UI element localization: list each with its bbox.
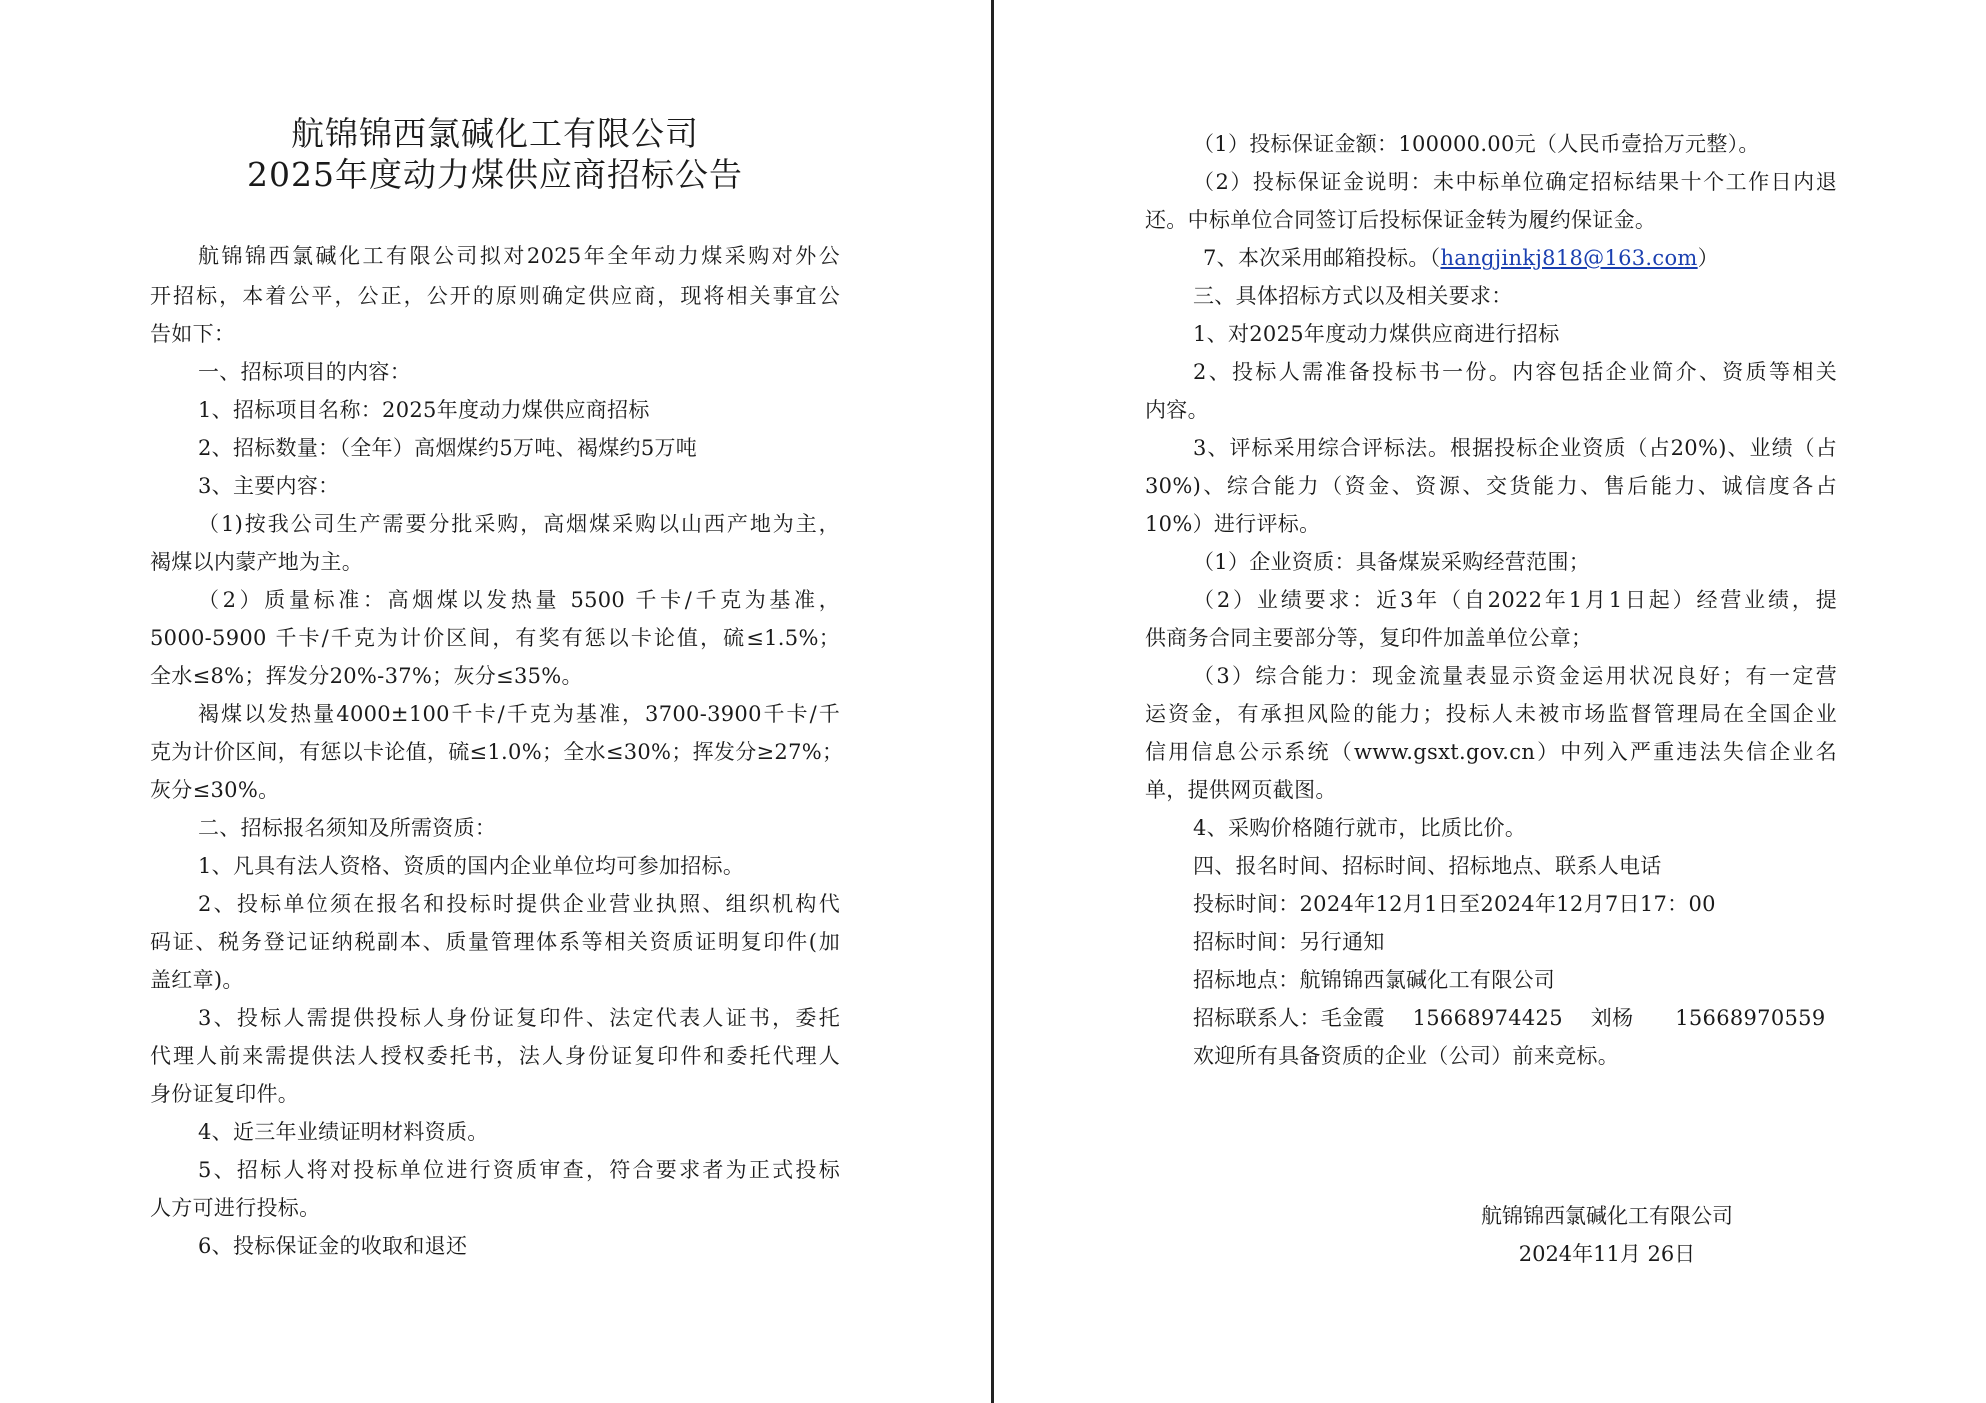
left-line-24: 5、招标人将对投标单位进行资质审查，符合要求者为正式投标	[198, 1158, 840, 1182]
left-line-21: 代理人前来需提供法人授权委托书，法人身份证复印件和委托代理人	[150, 1044, 840, 1068]
right-line-17: 单，提供网页截图。	[1145, 778, 1337, 802]
right-line-8: 3、评标采用综合评标法。根据投标企业资质（占20%)、业绩（占	[1193, 436, 1837, 460]
right-line-16: 信用信息公示系统（www.gsxt.gov.cn）中列入严重违法失信企业名	[1145, 740, 1837, 764]
right-line-0: （1）投标保证金额：100000.00元（人民币壹拾万元整）。	[1193, 132, 1760, 156]
left-line-26: 6、投标保证金的收取和退还	[198, 1234, 468, 1258]
right-line-21: 招标时间：另行通知	[1193, 930, 1385, 954]
signature-date: 2024年11月 26日	[1518, 1242, 1696, 1266]
document-title: 航锦锦西氯碱化工有限公司	[291, 114, 699, 153]
left-line-17: 2、投标单位须在报名和投标时提供企业营业执照、组织机构代	[198, 892, 840, 916]
left-line-22: 身份证复印件。	[150, 1082, 300, 1106]
right-line-14: （3）综合能力：现金流量表显示资金运用状况良好；有一定营	[1193, 664, 1837, 688]
left-line-9: （2）质量标准：高烟煤以发热量 5500 千卡/千克为基准，	[198, 588, 840, 612]
left-line-12: 褐煤以发热量4000±100千卡/千克为基准，3700-3900千卡/千	[198, 702, 840, 726]
right-line-6: 2、投标人需准备投标书一份。内容包括企业简介、资质等相关	[1193, 360, 1837, 384]
right-line-7: 内容。	[1145, 398, 1209, 422]
right-line-15: 运资金，有承担风险的能力；投标人未被市场监督管理局在全国企业	[1145, 702, 1837, 726]
right-line-20: 投标时间：2024年12月1日至2024年12月7日17：00	[1193, 892, 1716, 916]
left-line-16: 1、凡具有法人资格、资质的国内企业单位均可参加招标。	[198, 854, 745, 878]
left-line-3: 一、招标项目的内容：	[198, 360, 411, 384]
signature-company: 航锦锦西氯碱化工有限公司	[1481, 1204, 1733, 1228]
email-link[interactable]: hangjinkj818@163.com	[1440, 246, 1698, 270]
left-line-5: 2、招标数量：（全年）高烟煤约5万吨、褐煤约5万吨	[198, 436, 698, 460]
right-line-13: 供商务合同主要部分等，复印件加盖单位公章；	[1145, 626, 1593, 650]
right-line-1: （2）投标保证金说明：未中标单位确定招标结果十个工作日内退	[1193, 170, 1837, 194]
right-line-4: 三、具体招标方式以及相关要求：	[1193, 284, 1513, 308]
left-line-23: 4、近三年业绩证明材料资质。	[198, 1120, 489, 1144]
right-line-11: （1）企业资质：具备煤炭采购经营范围；	[1193, 550, 1591, 574]
left-line-2: 告如下：	[150, 322, 236, 346]
right-line-5: 1、对2025年度动力煤供应商进行招标	[1193, 322, 1560, 346]
right-line-12: （2）业绩要求：近3年（自2022年1月1日起）经营业绩，提	[1193, 588, 1837, 612]
email-suffix: ）	[1697, 246, 1719, 270]
left-line-0: 航锦锦西氯碱化工有限公司拟对2025年全年动力煤采购对外公	[198, 244, 840, 268]
left-line-6: 3、主要内容：	[198, 474, 340, 498]
right-line-3	[1203, 242, 1895, 274]
right-line-18: 4、采购价格随行就市，比质比价。	[1193, 816, 1527, 840]
right-line-19: 四、报名时间、招标时间、招标地点、联系人电话	[1193, 854, 1662, 878]
left-line-15: 二、招标报名须知及所需资质：	[198, 816, 497, 840]
document-subtitle: 2025年度动力煤供应商招标公告	[247, 155, 743, 194]
right-line-24: 欢迎所有具备资质的企业（公司）前来竞标。	[1193, 1044, 1619, 1068]
page-divider	[991, 0, 994, 1403]
right-line-2: 还。中标单位合同签订后投标保证金转为履约保证金。	[1145, 208, 1657, 232]
left-line-11: 全水≤8%；挥发分20%-37%；灰分≤35%。	[150, 664, 583, 688]
right-line-22: 招标地点：航锦锦西氯碱化工有限公司	[1193, 968, 1556, 992]
left-line-1: 开招标，本着公平，公正，公开的原则确定供应商，现将相关事宜公	[150, 284, 840, 308]
left-line-14: 灰分≤30%。	[150, 778, 280, 802]
right-line-23: 招标联系人：毛金霞 15668974425 刘杨 15668970559	[1193, 1006, 1826, 1030]
left-line-4: 1、招标项目名称：2025年度动力煤供应商招标	[198, 398, 650, 422]
right-line-9: 30%)、综合能力（资金、资源、交货能力、售后能力、诚信度各占	[1145, 474, 1837, 498]
left-line-13: 克为计价区间，有惩以卡论值，硫≤1.0%；全水≤30%；挥发分≥27%；	[150, 740, 844, 764]
left-line-7: （1)按我公司生产需要分批采购，高烟煤采购以山西产地为主，	[198, 512, 840, 536]
right-line-10: 10%）进行评标。	[1145, 512, 1321, 536]
email-submission-label: 7、本次采用邮箱投标。（	[1203, 246, 1441, 270]
left-line-19: 盖红章)。	[150, 968, 244, 992]
left-line-10: 5000-5900 千卡/千克为计价区间，有奖有惩以卡论值，硫≤1.5%；	[150, 626, 840, 650]
left-line-25: 人方可进行投标。	[150, 1196, 321, 1220]
left-line-8: 褐煤以内蒙产地为主。	[150, 550, 363, 574]
left-line-20: 3、投标人需提供投标人身份证复印件、法定代表人证书，委托	[198, 1006, 840, 1030]
left-line-18: 码证、税务登记证纳税副本、质量管理体系等相关资质证明复印件(加	[150, 930, 840, 954]
